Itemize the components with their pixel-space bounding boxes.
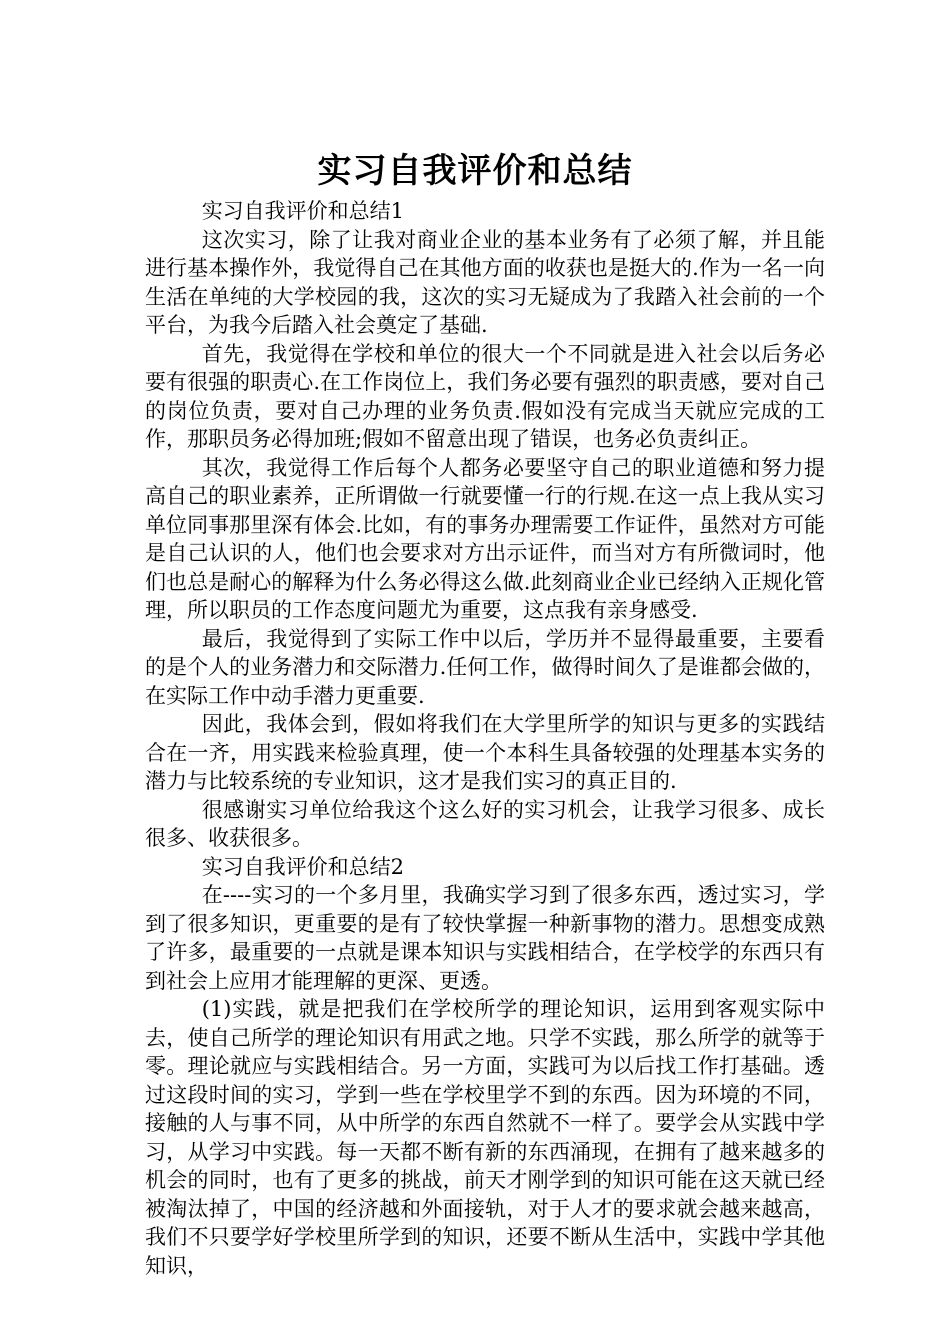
section-heading-2: 实习自我评价和总结2	[201, 854, 405, 879]
paragraph: (1)实践，就是把我们在学校所学的理论知识，运用到客观实际中去，使自己所学的理论知识有用武之地。只学不实践，那么所学的就等于零。理论就应与实践相结合。另一方面，实践可为以后找工作打基础。透过这段时间的实习，学到一些在学校里学不到的东西。因为环境的不同，接触的人与事不同，从中所学的东西自然就不一样了。要学会从实践中学习，从学习中实践。每一天都不断有新的东西涌现，在拥有了越来越多的机会的同时，也有了更多的挑战，前天才刚学到的知识可能在这天就已经被淘汰掉了，中国的经济越和外面接轨，对于人才的要求就会越来越高，我们不只要学好学校里所学到的知识，还要不断从生活中，实践中学其他知识，	[145, 997, 825, 1278]
paragraph: 这次实习，除了让我对商业企业的基本业务有了必须了解，并且能进行基本操作外，我觉得自己在其他方面的收获也是挺大的.作为一名一向生活在单纯的大学校园的我，这次的实习无疑成为了我踏入社会前的一个平台，为我今后踏入社会奠定了基础.	[145, 227, 825, 337]
document-body	[145, 197, 825, 1280]
document-title: 实习自我评价和总结	[317, 150, 633, 191]
paragraph: 首先，我觉得在学校和单位的很大一个不同就是进入社会以后务必要有很强的职责心.在工作岗位上，我们务必要有强烈的职责感，要对自己的岗位负责，要对自己办理的业务负责.假如没有完成当天就应完成的工作，那职员务必得加班;假如不留意出现了错误，也务必负责纠正。	[145, 341, 825, 451]
paragraph: 因此，我体会到，假如将我们在大学里所学的知识与更多的实践结合在一齐，用实践来检验真理，使一个本科生具备较强的处理基本实务的潜力与比较系统的专业知识，这才是我们实习的真正目的.	[145, 712, 825, 793]
paragraph: 其次，我觉得工作后每个人都务必要坚守自己的职业道德和努力提高自己的职业素养，正所谓做一行就要懂一行的行规.在这一点上我从实习单位同事那里深有体会.比如，有的事务办理需要工作证件，虽然对方可能是自己认识的人，他们也会要求对方出示证件，而当对方有所微词时，他们也总是耐心的解释为什么务必得这么做.此刻商业企业已经纳入正规化管理，所以职员的工作态度问题尤为重要，这点我有亲身感受.	[145, 455, 825, 622]
paragraph: 最后，我觉得到了实际工作中以后，学历并不显得最重要，主要看的是个人的业务潜力和交际潜力.任何工作，做得时间久了是谁都会做的，在实际工作中动手潜力更重要.	[145, 626, 825, 708]
paragraph: 在----实习的一个多月里，我确实学习到了很多东西，透过实习，学到了很多知识，更重要的是有了较快掌握一种新事物的潜力。思想变成熟了许多，最重要的一点就是课本知识与实践相结合，在学校学的东西只有到社会上应用才能理解的更深、更透。	[145, 883, 825, 993]
section-heading-1: 实习自我评价和总结1	[201, 199, 405, 223]
paragraph: 很感谢实习单位给我这个这么好的实习机会，让我学习很多、成长很多、收获很多。	[145, 797, 825, 850]
